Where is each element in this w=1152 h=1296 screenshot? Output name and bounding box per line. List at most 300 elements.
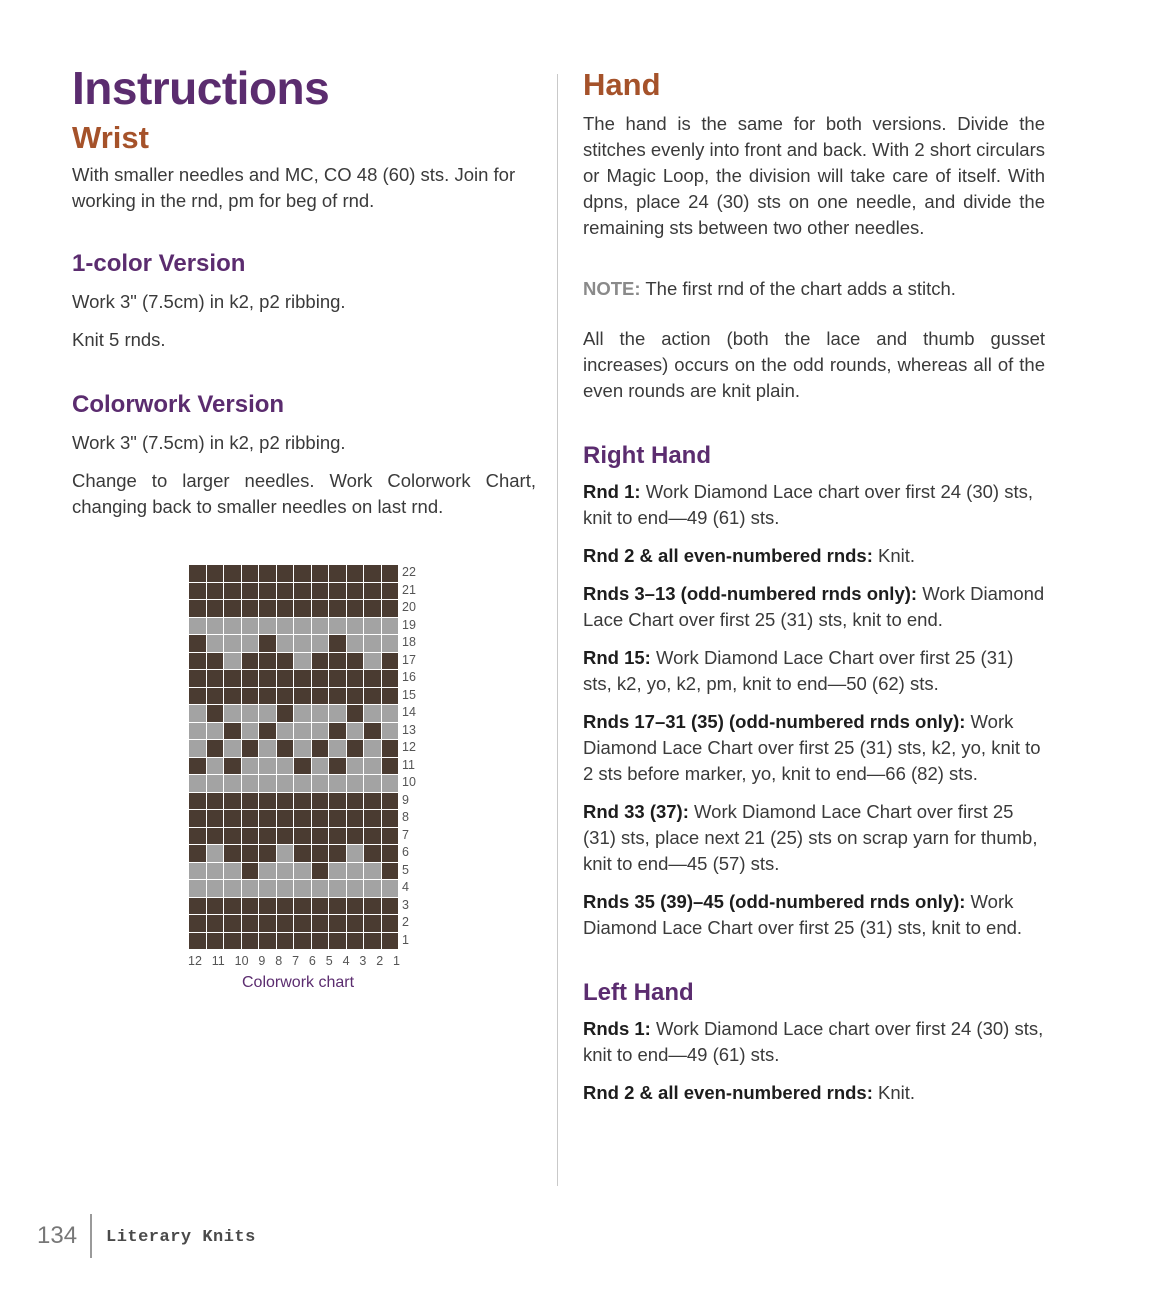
chart-cell bbox=[189, 705, 207, 723]
chart-cell bbox=[242, 863, 260, 881]
chart-cell bbox=[207, 933, 225, 951]
step-text: Work Diamond Lace chart over first 24 (30) sts, knit to end—49 (61) sts. bbox=[583, 480, 1033, 528]
chart-cell bbox=[224, 600, 242, 618]
instruction-step bbox=[583, 479, 1045, 531]
chart-cell bbox=[312, 740, 330, 758]
chart-cell bbox=[382, 863, 400, 881]
chart-column-label: 12 bbox=[188, 954, 202, 968]
chart-cell bbox=[207, 828, 225, 846]
chart-cell bbox=[329, 828, 347, 846]
chart-cell bbox=[277, 793, 295, 811]
chart-cell bbox=[329, 933, 347, 951]
chart-cell bbox=[294, 915, 312, 933]
chart-cell bbox=[207, 635, 225, 653]
chart-cell bbox=[347, 915, 365, 933]
chart-cell bbox=[259, 723, 277, 741]
step-text: Work Diamond Lace Chart over first 25 (31) sts, knit to end. bbox=[583, 582, 1045, 630]
chart-cell bbox=[242, 810, 260, 828]
chart-cell bbox=[312, 705, 330, 723]
chart-cell bbox=[312, 635, 330, 653]
chart-cell bbox=[207, 775, 225, 793]
instruction-step bbox=[583, 799, 1045, 877]
chart-cell bbox=[294, 635, 312, 653]
chart-cell bbox=[347, 600, 365, 618]
chart-cell bbox=[294, 863, 312, 881]
chart-cell bbox=[364, 600, 382, 618]
chart-cell bbox=[277, 898, 295, 916]
chart-cell bbox=[347, 565, 365, 583]
chart-cell bbox=[329, 635, 347, 653]
chart-row-label: 9 bbox=[402, 792, 409, 807]
colorwork-heading: Colorwork Version bbox=[72, 390, 285, 418]
note-text: The first rnd of the chart adds a stitch. bbox=[640, 278, 956, 300]
chart-cell bbox=[242, 635, 260, 653]
chart-cell bbox=[347, 810, 365, 828]
note-label: NOTE: bbox=[583, 278, 641, 300]
chart-row-label: 14 bbox=[402, 705, 416, 719]
one-color-step-1: Work 3" (7.5cm) in k2, p2 ribbing. bbox=[72, 290, 346, 312]
chart-cell bbox=[347, 618, 365, 636]
chart-cell bbox=[347, 775, 365, 793]
chart-cell bbox=[294, 670, 312, 688]
step-text: Work Diamond Lace Chart over first 25 (31) sts, place next 21 (25) sts on scrap yarn for thumb, knit to end—45 (57) sts. bbox=[583, 800, 1038, 874]
chart-row-label: 8 bbox=[402, 810, 409, 824]
chart-column-label: 9 bbox=[258, 954, 266, 968]
chart-cell bbox=[189, 915, 207, 933]
chart-cell bbox=[329, 845, 347, 863]
step-label: Rnds 1: bbox=[583, 1017, 651, 1039]
chart-cell bbox=[364, 688, 382, 706]
left-hand-steps bbox=[583, 1016, 1045, 1106]
chart-cell bbox=[189, 600, 207, 618]
chart-row-label: 20 bbox=[402, 600, 416, 614]
instruction-step bbox=[583, 645, 1045, 697]
chart-cell bbox=[277, 740, 295, 758]
chart-cell bbox=[259, 740, 277, 758]
chart-cell bbox=[207, 845, 225, 863]
action-text: All the action (both the lace and thumb gusset increases) occurs on the odd rounds, whereas all of the even rounds are knit plain. bbox=[583, 328, 1045, 402]
note bbox=[583, 276, 1045, 302]
chart-cell bbox=[189, 880, 207, 898]
chart-cell bbox=[329, 600, 347, 618]
chart-cell bbox=[294, 583, 312, 601]
chart-cell bbox=[224, 828, 242, 846]
chart-cell bbox=[294, 618, 312, 636]
chart-row-label: 17 bbox=[402, 652, 416, 667]
chart-cell bbox=[277, 880, 295, 898]
chart-column-label: 7 bbox=[292, 954, 300, 968]
chart-cell bbox=[207, 793, 225, 811]
page-title: Instructions bbox=[72, 62, 330, 114]
chart-cell bbox=[242, 583, 260, 601]
chart-cell bbox=[347, 898, 365, 916]
chart-row-label: 13 bbox=[402, 722, 416, 737]
chart-cell bbox=[259, 565, 277, 583]
chart-cell bbox=[189, 618, 207, 636]
chart-cell bbox=[294, 565, 312, 583]
chart-cell bbox=[347, 705, 365, 723]
chart-cell bbox=[224, 705, 242, 723]
chart-cell bbox=[329, 880, 347, 898]
chart-row-label: 15 bbox=[402, 687, 416, 702]
chart-cell bbox=[312, 670, 330, 688]
chart-cell bbox=[294, 933, 312, 951]
chart-cell bbox=[207, 618, 225, 636]
chart-cell bbox=[277, 810, 295, 828]
chart-cell bbox=[259, 915, 277, 933]
chart-cell bbox=[277, 600, 295, 618]
chart-cell bbox=[242, 793, 260, 811]
chart-cell bbox=[189, 635, 207, 653]
chart-row-label: 12 bbox=[402, 740, 416, 754]
chart-cell bbox=[329, 653, 347, 671]
chart-cell bbox=[207, 583, 225, 601]
chart-cell bbox=[382, 670, 400, 688]
chart-cell bbox=[364, 810, 382, 828]
right-hand-heading: Right Hand bbox=[583, 442, 711, 470]
chart-cell bbox=[364, 618, 382, 636]
chart-cell bbox=[347, 933, 365, 951]
chart-cell bbox=[329, 758, 347, 776]
chart-cell bbox=[294, 828, 312, 846]
chart-row-label: 1 bbox=[402, 932, 409, 947]
chart-cell bbox=[224, 653, 242, 671]
chart-cell bbox=[277, 775, 295, 793]
chart-cell bbox=[224, 898, 242, 916]
chart-cell bbox=[242, 688, 260, 706]
chart-cell bbox=[312, 583, 330, 601]
chart-cell bbox=[242, 723, 260, 741]
chart-cell bbox=[259, 898, 277, 916]
chart-cell bbox=[329, 793, 347, 811]
chart-cell bbox=[224, 688, 242, 706]
colorwork-chart bbox=[188, 564, 416, 991]
chart-cell bbox=[189, 810, 207, 828]
chart-cell bbox=[277, 705, 295, 723]
chart-cell bbox=[382, 758, 400, 776]
chart-cell bbox=[382, 845, 400, 863]
chart-cell bbox=[242, 898, 260, 916]
chart-cell bbox=[347, 863, 365, 881]
chart-column-label: 5 bbox=[325, 954, 333, 968]
chart-cell bbox=[224, 863, 242, 881]
chart-cell bbox=[189, 775, 207, 793]
chart-cell bbox=[259, 653, 277, 671]
chart-cell bbox=[382, 933, 400, 951]
chart-cell bbox=[277, 915, 295, 933]
chart-cell bbox=[259, 635, 277, 653]
chart-cell bbox=[277, 583, 295, 601]
chart-cell bbox=[242, 845, 260, 863]
left-hand-heading: Left Hand bbox=[583, 978, 694, 1006]
chart-cell bbox=[224, 915, 242, 933]
chart-row-numbers bbox=[402, 564, 416, 949]
chart-cell bbox=[382, 775, 400, 793]
chart-cell bbox=[382, 618, 400, 636]
chart-column-label: 3 bbox=[359, 954, 367, 968]
chart-cell bbox=[329, 863, 347, 881]
wrist-text: With smaller needles and MC, CO 48 (60) sts. Join for working in the rnd, pm for beg of rnd. bbox=[72, 164, 516, 212]
one-color-heading: 1-color Version bbox=[72, 250, 246, 278]
chart-cell bbox=[347, 845, 365, 863]
chart-cell bbox=[207, 758, 225, 776]
chart-column-label: 10 bbox=[234, 954, 249, 968]
chart-cell bbox=[277, 723, 295, 741]
left-column bbox=[72, 62, 536, 520]
chart-cell bbox=[189, 740, 207, 758]
chart-cell bbox=[329, 915, 347, 933]
chart-cell bbox=[364, 915, 382, 933]
chart-cell bbox=[312, 915, 330, 933]
chart-cell bbox=[242, 618, 260, 636]
chart-cell bbox=[224, 740, 242, 758]
chart-cell bbox=[224, 845, 242, 863]
chart-cell bbox=[382, 880, 400, 898]
chart-cell bbox=[207, 670, 225, 688]
chart-cell bbox=[294, 758, 312, 776]
chart-grid bbox=[188, 564, 399, 950]
instruction-step bbox=[583, 889, 1045, 941]
chart-cell bbox=[382, 583, 400, 601]
chart-cell bbox=[312, 863, 330, 881]
chart-cell bbox=[329, 898, 347, 916]
instruction-step bbox=[583, 709, 1045, 787]
chart-cell bbox=[294, 740, 312, 758]
chart-cell bbox=[382, 828, 400, 846]
chart-cell bbox=[312, 880, 330, 898]
chart-cell bbox=[364, 863, 382, 881]
chart-cell bbox=[364, 775, 382, 793]
chart-cell bbox=[312, 565, 330, 583]
chart-row-label: 18 bbox=[402, 635, 416, 649]
chart-cell bbox=[207, 863, 225, 881]
step-text: Work Diamond Lace Chart over first 25 (31) sts, knit to end. bbox=[583, 890, 1023, 938]
chart-cell bbox=[224, 775, 242, 793]
chart-cell bbox=[347, 793, 365, 811]
step-label: Rnds 3–13 (odd-numbered rnds only): bbox=[583, 582, 918, 604]
chart-cell bbox=[382, 915, 400, 933]
chart-cell bbox=[329, 583, 347, 601]
step-label: Rnds 17–31 (35) (odd-numbered rnds only): bbox=[583, 710, 966, 732]
chart-row-label: 16 bbox=[402, 670, 416, 684]
instruction-step bbox=[583, 543, 1045, 569]
chart-cell bbox=[312, 723, 330, 741]
chart-cell bbox=[382, 793, 400, 811]
chart-cell bbox=[312, 793, 330, 811]
footer-divider bbox=[90, 1214, 92, 1258]
chart-cell bbox=[224, 565, 242, 583]
chart-cell bbox=[189, 583, 207, 601]
chart-cell bbox=[189, 828, 207, 846]
chart-cell bbox=[312, 775, 330, 793]
chart-cell bbox=[382, 653, 400, 671]
chart-cell bbox=[224, 670, 242, 688]
chart-cell bbox=[312, 600, 330, 618]
chart-cell bbox=[259, 688, 277, 706]
chart-cell bbox=[259, 880, 277, 898]
chart-cell bbox=[364, 653, 382, 671]
chart-row-label: 3 bbox=[402, 897, 409, 912]
chart-cell bbox=[207, 688, 225, 706]
chart-row-label: 2 bbox=[402, 915, 409, 929]
chart-cell bbox=[207, 810, 225, 828]
chart-column-label: 6 bbox=[308, 954, 316, 968]
chart-cell bbox=[364, 933, 382, 951]
chart-cell bbox=[242, 933, 260, 951]
chart-cell bbox=[189, 653, 207, 671]
chart-cell bbox=[294, 723, 312, 741]
chart-column-label: 11 bbox=[211, 954, 225, 968]
chart-cell bbox=[242, 915, 260, 933]
chart-cell bbox=[207, 723, 225, 741]
chart-cell bbox=[224, 758, 242, 776]
chart-cell bbox=[259, 618, 277, 636]
chart-column-label: 4 bbox=[342, 954, 350, 968]
chart-cell bbox=[189, 933, 207, 951]
column-divider bbox=[557, 74, 558, 1186]
step-label: Rnd 1: bbox=[583, 480, 641, 502]
step-text: Work Diamond Lace chart over first 24 (30) sts, knit to end—49 (61) sts. bbox=[583, 1017, 1044, 1065]
chart-cell bbox=[207, 880, 225, 898]
chart-cell bbox=[364, 635, 382, 653]
chart-cell bbox=[242, 705, 260, 723]
chart-cell bbox=[277, 653, 295, 671]
instruction-step bbox=[583, 1016, 1045, 1068]
chart-cell bbox=[294, 810, 312, 828]
chart-cell bbox=[294, 600, 312, 618]
step-label: Rnds 35 (39)–45 (odd-numbered rnds only): bbox=[583, 890, 966, 912]
chart-cell bbox=[312, 688, 330, 706]
chart-cell bbox=[329, 775, 347, 793]
chart-cell bbox=[189, 898, 207, 916]
chart-row-label: 19 bbox=[402, 617, 416, 632]
chart-cell bbox=[329, 688, 347, 706]
chart-cell bbox=[224, 933, 242, 951]
chart-row-label: 22 bbox=[402, 565, 416, 579]
page-number: 134 bbox=[37, 1222, 78, 1249]
chart-column-label: 1 bbox=[393, 954, 400, 968]
chart-cell bbox=[329, 705, 347, 723]
chart-cell bbox=[224, 810, 242, 828]
chart-cell bbox=[242, 653, 260, 671]
chart-cell bbox=[312, 758, 330, 776]
chart-row-label: 6 bbox=[402, 845, 409, 859]
chart-cell bbox=[364, 758, 382, 776]
chart-cell bbox=[259, 810, 277, 828]
step-label: Rnd 33 (37): bbox=[583, 800, 689, 822]
chart-cell bbox=[224, 793, 242, 811]
step-text: Work Diamond Lace Chart over first 25 (31) sts, k2, yo, k2, pm, knit to end—50 (62) sts. bbox=[583, 646, 1014, 694]
chart-cell bbox=[277, 565, 295, 583]
chart-cell bbox=[382, 688, 400, 706]
chart-row-label: 11 bbox=[402, 757, 415, 772]
step-label: Rnd 15: bbox=[583, 646, 651, 668]
chart-cell bbox=[242, 880, 260, 898]
chart-cell bbox=[189, 688, 207, 706]
chart-cell bbox=[347, 758, 365, 776]
chart-cell bbox=[364, 705, 382, 723]
chart-cell bbox=[329, 810, 347, 828]
chart-cell bbox=[364, 880, 382, 898]
chart-cell bbox=[277, 758, 295, 776]
instruction-step bbox=[583, 1080, 1045, 1106]
chart-cell bbox=[207, 565, 225, 583]
chart-cell bbox=[382, 740, 400, 758]
chart-cell bbox=[277, 688, 295, 706]
chart-cell bbox=[189, 565, 207, 583]
step-text: Work Diamond Lace Chart over first 25 (31) sts, k2, yo, knit to 2 sts before marker, yo, knit to end—66 (82) sts. bbox=[583, 710, 1041, 784]
chart-cell bbox=[312, 933, 330, 951]
instruction-step bbox=[583, 581, 1045, 633]
chart-cell bbox=[189, 845, 207, 863]
chart-cell bbox=[224, 635, 242, 653]
chart-cell bbox=[207, 915, 225, 933]
chart-cell bbox=[294, 653, 312, 671]
hand-heading: Hand bbox=[583, 67, 661, 102]
one-color-step-2: Knit 5 rnds. bbox=[72, 328, 166, 350]
chart-cell bbox=[189, 793, 207, 811]
chart-cell bbox=[364, 740, 382, 758]
chart-cell bbox=[242, 670, 260, 688]
chart-cell bbox=[347, 828, 365, 846]
wrist-heading: Wrist bbox=[72, 119, 149, 155]
chart-cell bbox=[382, 565, 400, 583]
chart-cell bbox=[207, 898, 225, 916]
chart-cell bbox=[224, 880, 242, 898]
chart-cell bbox=[207, 600, 225, 618]
chart-cell bbox=[259, 828, 277, 846]
chart-cell bbox=[242, 565, 260, 583]
chart-row-label: 4 bbox=[402, 880, 409, 894]
chart-cell bbox=[312, 653, 330, 671]
chart-cell bbox=[364, 670, 382, 688]
colorwork-step-1: Work 3" (7.5cm) in k2, p2 ribbing. bbox=[72, 431, 346, 453]
chart-cell bbox=[364, 845, 382, 863]
chart-cell bbox=[364, 898, 382, 916]
chart-cell bbox=[347, 670, 365, 688]
chart-cell bbox=[277, 933, 295, 951]
chart-cell bbox=[347, 688, 365, 706]
right-column bbox=[583, 66, 1045, 1106]
chart-cell bbox=[259, 600, 277, 618]
chart-cell bbox=[312, 845, 330, 863]
chart-cell bbox=[259, 933, 277, 951]
chart-row-label: 7 bbox=[402, 827, 409, 842]
chart-cell bbox=[347, 583, 365, 601]
colorwork-step-2: Change to larger needles. Work Colorwork Chart, changing back to smaller needles on last rnd. bbox=[72, 469, 536, 517]
chart-cell bbox=[329, 740, 347, 758]
chart-cell bbox=[189, 863, 207, 881]
chart-cell bbox=[189, 758, 207, 776]
chart-cell bbox=[277, 863, 295, 881]
chart-cell bbox=[312, 828, 330, 846]
chart-column-label: 8 bbox=[275, 954, 283, 968]
chart-cell bbox=[259, 705, 277, 723]
chart-cell bbox=[277, 635, 295, 653]
chart-cell bbox=[347, 653, 365, 671]
chart-row-label: 10 bbox=[402, 775, 416, 789]
chart-cell bbox=[382, 810, 400, 828]
chart-cell bbox=[242, 740, 260, 758]
book-title: Literary Knits bbox=[106, 1228, 256, 1247]
chart-cell bbox=[207, 705, 225, 723]
chart-cell bbox=[259, 845, 277, 863]
right-hand-steps bbox=[583, 479, 1045, 941]
chart-cell bbox=[189, 670, 207, 688]
chart-cell bbox=[207, 653, 225, 671]
step-text: Knit. bbox=[872, 1081, 916, 1103]
chart-cell bbox=[224, 618, 242, 636]
